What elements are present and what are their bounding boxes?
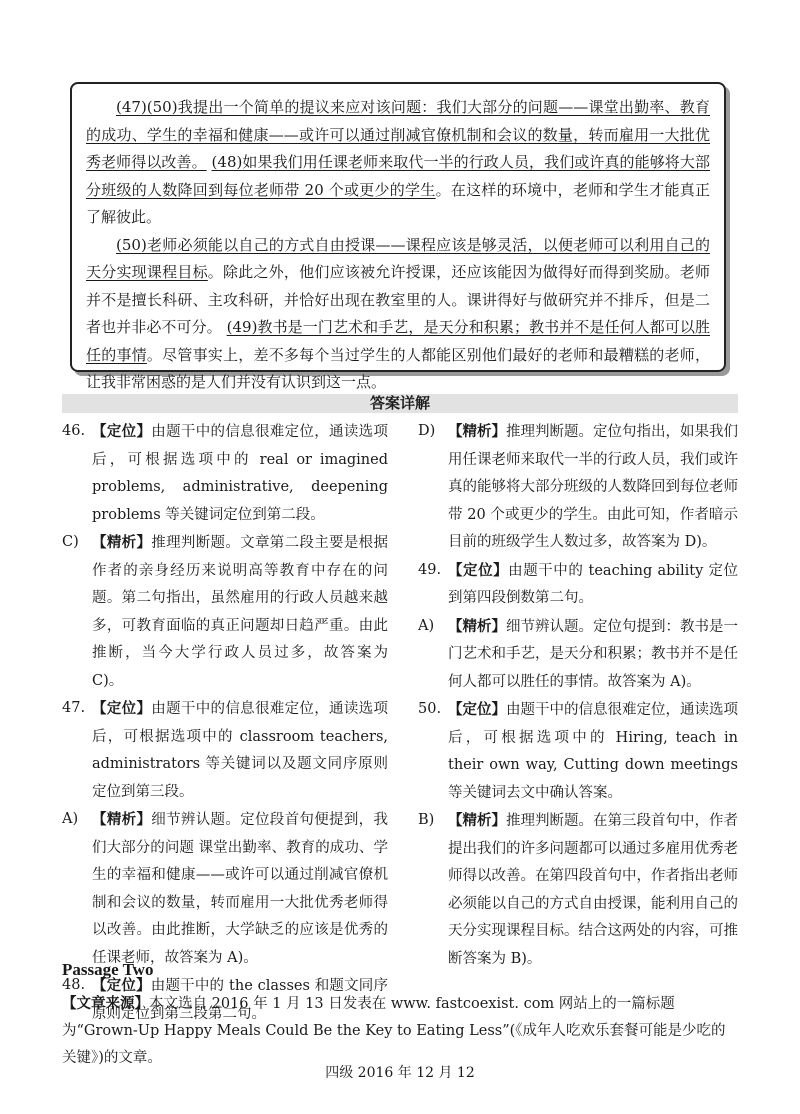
translation-paragraph-3 (86, 94, 710, 232)
answer-entry (62, 529, 388, 695)
entry-number: 50. (418, 701, 442, 717)
underlined-sentence: (48)如果我们用任课老师来取代一半的行政人员，我们或许真的能够将大部分班级的人数降回到每位老师带 20 个或更少的学生 (86, 153, 710, 199)
page-footer: 四级 2016 年 12 月 12 (325, 1065, 475, 1081)
underlined-sentence: (50)老师必须能以自己的方式自由授课——课程应该是够灵活，以便老师可以利用自己的天分实现课程目标 (86, 235, 710, 281)
answer-entry (62, 806, 388, 972)
sentence: 。在这样的环境中，老师和学生才能真正了解彼此。 (86, 180, 710, 226)
passage-translation-box (70, 82, 726, 391)
entry-tag: 【精析】 (448, 423, 506, 440)
entry-number: C) (62, 534, 79, 550)
entry-number: 48. (62, 977, 86, 993)
entry-tag: 【定位】 (92, 977, 151, 994)
entry-tag: 【精析】 (92, 811, 152, 828)
entry-text: 细节辨认题。定位句提到：教书是一门艺术和手艺，是天分和积累；教书并不是任何人都可以胜任的事情。故答案为 A)。 (448, 618, 738, 690)
source-text: 本文选自 2016 年 1 月 13 日发表在 www. fastcoexist. com 网站上的一篇标题为“Grown-Up Happy Meals Could Be the Key to Eating Less”(《成年人吃欢乐套餐可能是少吃的关键》)的文章。 (62, 996, 726, 1066)
entry-number: A) (62, 811, 79, 827)
article-source (62, 990, 738, 1072)
entry-tag: 【精析】 (448, 812, 506, 829)
entry-text: 推理判断题。在第三段首句中，作者提出我们的许多问题都可以通过多雇用优秀老师得以改善。在第四段首句中，作者指出老师必须能以自己的方式自由授课，能利用自己的天分实现课程目标。结合这两处的内容，可推断答案为 B)。 (448, 813, 738, 967)
entry-text: 由题干中的信息很难定位，通读选项后，可根据选项中的 real or imagined problems, administrative, deepening problems 等关键词定位到第二段。 (92, 424, 389, 523)
entry-text: 细节辨认题。定位段首句便提到，我们大部分的问题 课堂出勤率、教育的成功、学生的幸福和健康——或许可以通过削减官僚机制和会议的数量，转而雇用一大批优秀老师得以改善。由此推断，大学缺乏的应该是优秀的任课老师，故答案为 A)。 (92, 812, 389, 966)
answers-right-column (418, 418, 738, 973)
answer-entry (418, 418, 738, 557)
answer-entry (418, 613, 738, 697)
entry-number: 47. (62, 700, 86, 716)
entry-text: 推理判断题。定位句指出，如果我们用任课老师来取代一半的行政人员，我们或许真的能够将大部分班级的人数降回到每位老师带 20 个或更少的学生。由此可知，作者暗示目前的班级学生人数过多，故答案为 D)。 (448, 424, 738, 550)
entry-tag: 【定位】 (92, 423, 152, 440)
answer-entry (418, 807, 738, 973)
entry-tag: 【精析】 (448, 617, 506, 635)
sentence: 。除此之外，他们应该被允许授课，还应该能因为做得好而得到奖励。老师并不是擅长科研、主攻科研，并恰好出现在教室里的人。课讲得好与做研究并不排斥，但是二者也并非必不可分。 (86, 263, 710, 336)
entry-number: 49. (418, 561, 442, 578)
answer-entry (62, 695, 388, 806)
entry-number: 46. (62, 423, 86, 439)
entry-tag: 【定位】 (448, 561, 509, 579)
answer-entry (62, 418, 388, 529)
entry-text: 由题干中的 the classes 和题文同序原则定位到第三段第二句。 (92, 978, 388, 1022)
answers-title: 答案详解 (369, 394, 430, 412)
answer-entry (418, 696, 738, 807)
sentence: 。尽管事实上，差不多每个当过学生的人都能区别他们最好的老师和最糟糕的老师，让我非常困惑的是人们并没有认识到这一点。 (86, 345, 710, 391)
entry-number: D) (418, 423, 436, 439)
entry-text: 由题干中的信息很难定位，通读选项后，可根据选项中的 Hiring, teach in their own way, Cutting down meetings 等关键词去文中确认答案。 (448, 702, 738, 801)
answer-entry (418, 557, 738, 613)
answers-left-column (62, 418, 388, 1028)
answers-header-bar (62, 394, 738, 413)
underlined-sentence: (47)(50)我提出一个简单的提议来应对该问题：我们大部分的问题——课堂出勤率、教育的成功、学生的幸福和健康——或许可以通过削减官僚机制和会议的数量，转而雇用一大批优秀老师得以改善。 (86, 98, 710, 171)
translation-paragraph-4 (86, 232, 710, 397)
entry-text: 由题干中的 teaching ability 定位到第四段倒数第二句。 (448, 562, 738, 606)
passage-two-title: Passage Two (62, 960, 154, 979)
entry-number: B) (418, 812, 435, 828)
entry-number: A) (418, 617, 435, 634)
entry-text: 推理判断题。文章第二段主要是根据作者的亲身经历来说明高等教育中存在的问题。第二句指出，虽然雇用的行政人员越来越多，可教育面临的真正问题却日趋严重。由此推断，当今大学行政人员过多，故答案为 C)。 (92, 535, 389, 689)
entry-tag: 【精析】 (92, 534, 152, 551)
entry-text: 由题干中的信息很难定位，通读选项后，可根据选项中的 classroom teachers, administrators 等关键词以及题文同序原则定位到第三段。 (92, 701, 389, 800)
source-tag: 【文章来源】 (62, 995, 149, 1012)
underlined-sentence: (49)教书是一门艺术和手艺，是天分和积累；教书并不是任何人都可以胜任的事情 (86, 318, 710, 364)
entry-tag: 【定位】 (92, 700, 152, 717)
entry-tag: 【定位】 (448, 701, 506, 718)
